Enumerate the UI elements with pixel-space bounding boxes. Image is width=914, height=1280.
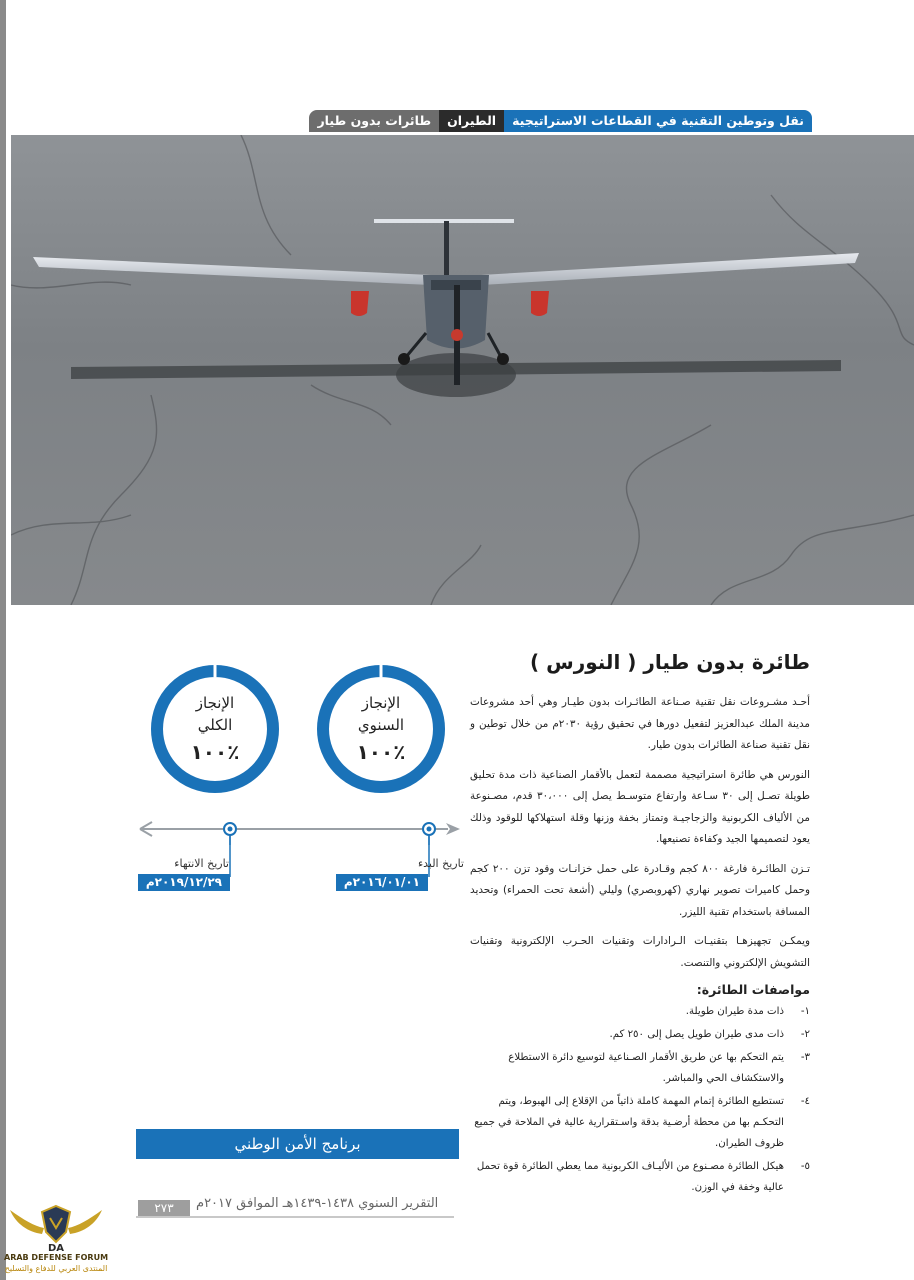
end-date-badge: ٢٠١٩/١٢/٢٩م	[138, 874, 230, 891]
spec-text: ذات مدة طيران طويلة.	[685, 1006, 784, 1017]
annual-progress-ring	[314, 662, 448, 796]
article-paragraph-3: تـزن الطائـرة فارغة ٨٠٠ كجم وقـادرة على حمل خزانـات وقود تزن ٢٠٠ كجم وحمل كاميرات تصوير نهاري (كهروبصري) وليلي (أشعة تحت الحمراء) وتحديد المسافة باستخدام تقنية الليزر.	[470, 862, 810, 918]
overall-progress-ring	[148, 662, 282, 796]
page-edge-rule	[0, 0, 6, 1280]
watermark-arabic: المنتدى العربي للدفاع والتسليح	[4, 1264, 108, 1273]
spec-number: ٢-	[800, 1029, 810, 1040]
spec-text: تستطيع الطائرة إتمام المهمة كاملة ذاتياً من الإقلاع إلى الهبوط، ويتم التحكـم بها من محطة أرضـية بدقة واسـتقرارية عالية في الملاحة في جميع ظروف الطيران.	[474, 1096, 784, 1149]
watermark-english: ARAB DEFENSE FORUM	[4, 1253, 109, 1262]
article-paragraph-4: ويمكـن تجهيزهـا بتقنيـات الـرادارات وتقنيات الحـرب الإلكترونية وتقنيات التشويش الإلكتروني والتنصت.	[470, 935, 810, 969]
overall-percent-value: ٪١٠٠	[190, 740, 240, 764]
spec-number: ١-	[800, 1006, 810, 1017]
annual-ring-label	[314, 692, 448, 736]
spec-text: ذات مدى طيران طويل يصل إلى ٢٥٠ كم.	[609, 1029, 784, 1040]
article-title: طائرة بدون طيار ( النورس )	[530, 650, 810, 674]
spec-text: هيكل الطائرة مصـنوع من الأليـاف الكربونية مما يعطي الطائرة قوة تحمل عالية وخفة في الوزن.	[476, 1161, 784, 1193]
start-date-badge: ٢٠١٦/٠١/٠١م	[336, 874, 428, 891]
specs-list	[470, 1001, 810, 1198]
spec-number: ٤-	[800, 1096, 810, 1107]
overall-ring-label	[148, 692, 282, 736]
spec-item	[470, 1156, 810, 1198]
section-header	[309, 110, 812, 132]
header-topic-tag: طائرات بدون طيار	[309, 110, 439, 132]
specs-heading: مواصفات الطائرة:	[696, 982, 810, 997]
spec-item	[470, 1001, 810, 1022]
footer-report-title: التقرير السنوي ١٤٣٨-١٤٣٩هـ الموافق ٢٠١٧م	[196, 1196, 439, 1211]
spec-number: ٣-	[800, 1052, 810, 1063]
footer-rule	[136, 1216, 454, 1218]
spec-item	[470, 1024, 810, 1045]
overall-label-line2: الكلي	[197, 716, 233, 734]
page-number: ٢٧٣	[138, 1200, 190, 1216]
spec-number: ٥-	[800, 1161, 810, 1172]
annual-label-line1: الإنجاز	[361, 694, 401, 712]
end-date-label: تاريخ الانتهاء	[174, 857, 229, 870]
header-sector-tag: الطيران	[439, 110, 504, 132]
svg-text:DA: DA	[47, 1243, 65, 1254]
article-paragraph-2: النورس هي طائرة استراتيجية مصممة لتعمل بالأقمار الصناعية ذات مدة تحليق طويلة تصـل إلى ٣٠ سـاعة وارتفاع متوسـط يصل إلى ٣٠،٠٠٠ قدم، مصـنوعة من الألياف الكربونية والزجاجيـة وتمتاز بخفة وزنها وقلة استهلاكها للوقود وذلك يعود لتصميمها الجيد وكفاءة تصنيعها.	[470, 768, 810, 845]
project-timeline	[130, 785, 470, 905]
annual-percent-value: ٪١٠٠	[356, 740, 406, 764]
forum-watermark-logo	[4, 1198, 108, 1280]
header-section-tag: نقل وتوطين التقنية في القطاعات الاستراتيجية	[504, 110, 812, 132]
timeline-arrow-tail	[446, 823, 460, 835]
annual-label-line2: السنوي	[357, 716, 405, 734]
aircraft-photo	[11, 135, 914, 605]
spec-text: يتم التحكم بها عن طريق الأقمار الصـناعية لتوسيع دائرة الاستطلاع والاستكشاف الحي والمباشر.	[508, 1052, 784, 1084]
spec-item	[470, 1091, 810, 1154]
program-banner: برنامج الأمن الوطني	[136, 1129, 459, 1159]
start-date-label: تاريخ البدء	[417, 857, 464, 870]
timeline-axis	[130, 785, 470, 845]
article-paragraph-1: أحـد مشـروعات نقل تقنية صـناعة الطائـرات بدون طيـار وهي أحد مشروعات مدينة الملك عبدالعزيز لتفعيل دورها في تحقيق رؤية ٢٠٣٠م من خلال توطين و نقل تقنية صناعة الطائرات بدون طيار.	[470, 696, 810, 751]
overall-label-line1: الإنجاز	[195, 694, 235, 712]
spec-item	[470, 1047, 810, 1089]
eagle-emblem-icon	[4, 1198, 108, 1254]
article-body	[470, 650, 810, 1200]
